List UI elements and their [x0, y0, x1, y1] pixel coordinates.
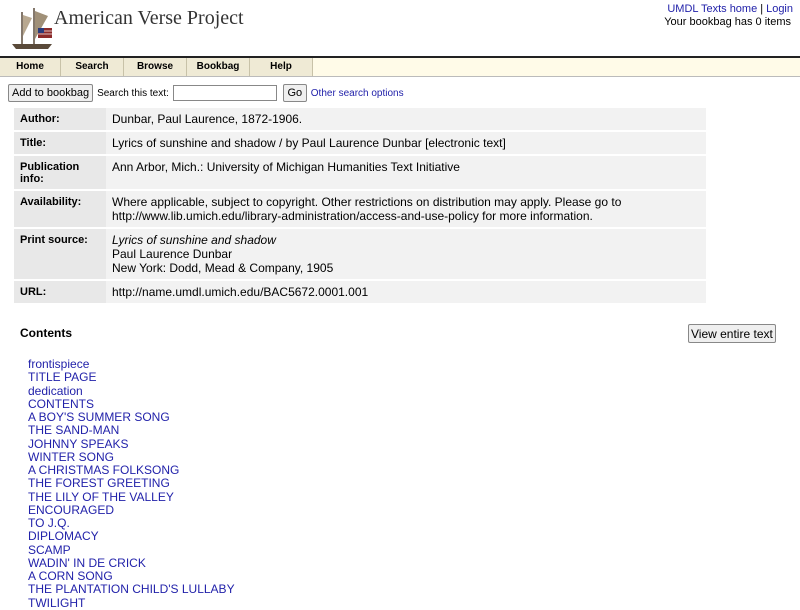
author-label: Author:	[14, 108, 106, 130]
link-separator: |	[760, 3, 764, 15]
list-item	[28, 464, 235, 477]
bookbag-status: Your bookbag has 0 items	[664, 16, 791, 28]
info-row-title	[14, 132, 706, 154]
list-item	[28, 544, 235, 557]
nav-home[interactable]: Home	[0, 58, 61, 76]
info-row-print-source	[14, 229, 706, 279]
publication-label: Publication info:	[14, 156, 106, 189]
site-header	[0, 0, 800, 56]
print-source-value	[106, 229, 706, 279]
list-item	[28, 398, 235, 411]
list-item	[28, 504, 235, 517]
url-value: http://name.umdl.umich.edu/BAC5672.0001.001	[106, 281, 706, 303]
toc-link[interactable]: CONTENTS	[28, 396, 94, 411]
availability-label: Availability:	[14, 191, 106, 227]
title-label: Title:	[14, 132, 106, 154]
toc-link[interactable]: WADIN' IN DE CRICK	[28, 555, 146, 570]
nav-search[interactable]: Search	[61, 58, 124, 76]
list-item	[28, 583, 235, 596]
list-item	[28, 477, 235, 490]
add-to-bookbag-button[interactable]: Add to bookbag	[8, 84, 93, 102]
info-row-url	[14, 281, 706, 303]
publication-value: Ann Arbor, Mich.: University of Michigan Humanities Text Initiative	[106, 156, 706, 189]
toc-link[interactable]: THE LILY OF THE VALLEY	[28, 489, 174, 504]
go-button[interactable]: Go	[283, 84, 307, 102]
print-source-publisher: New York: Dodd, Mead & Company, 1905	[112, 261, 334, 275]
list-item	[28, 438, 235, 451]
list-item	[28, 385, 235, 398]
info-row-availability	[14, 191, 706, 227]
toc-link[interactable]: THE SAND-MAN	[28, 423, 120, 438]
login-link[interactable]: Login	[766, 3, 793, 15]
view-entire-text-button[interactable]: View entire text	[688, 324, 776, 343]
print-source-label: Print source:	[14, 229, 106, 279]
toc-link[interactable]: TITLE PAGE	[28, 370, 97, 385]
list-item	[28, 597, 235, 610]
availability-value	[106, 191, 706, 227]
info-row-publication	[14, 156, 706, 189]
list-item	[28, 358, 235, 371]
availability-line-1: Where applicable, subject to copyright. Other restrictions on distribution may apply. Please go to	[112, 195, 622, 209]
search-bar	[8, 83, 404, 103]
toc-link[interactable]: frontispiece	[28, 357, 90, 371]
toc-link[interactable]: WINTER SONG	[28, 449, 114, 464]
main-nav	[0, 56, 800, 77]
toc-link[interactable]: TO J.Q.	[28, 516, 70, 530]
title-value: Lyrics of sunshine and shadow / by Paul Laurence Dunbar [electronic text]	[106, 132, 706, 154]
list-item	[28, 530, 235, 543]
toc-link[interactable]: ENCOURAGED	[28, 502, 115, 517]
list-item	[28, 517, 235, 530]
bibliographic-info-table	[14, 106, 706, 305]
list-item	[28, 557, 235, 570]
toc-link[interactable]: A CHRISTMAS FOLKSONG	[28, 463, 180, 477]
site-title: American Verse Project	[54, 7, 244, 29]
list-item	[28, 424, 235, 437]
contents-list	[28, 358, 235, 610]
toc-link[interactable]: A BOY'S SUMMER SONG	[28, 410, 170, 424]
print-source-author: Paul Laurence Dunbar	[112, 247, 233, 261]
search-label: Search this text:	[97, 87, 169, 99]
list-item	[28, 491, 235, 504]
list-item	[28, 570, 235, 583]
toc-link[interactable]: JOHNNY SPEAKS	[28, 436, 129, 451]
contents-heading: Contents	[20, 326, 72, 340]
search-input[interactable]	[173, 85, 277, 101]
list-item	[28, 371, 235, 384]
list-item	[28, 411, 235, 424]
nav-bookbag[interactable]: Bookbag	[187, 58, 250, 76]
availability-line-2: http://www.lib.umich.edu/library-administration/access-and-use-policy for more information.	[112, 209, 593, 223]
nav-browse[interactable]: Browse	[124, 58, 187, 76]
other-search-options-link[interactable]: Other search options	[310, 87, 404, 99]
toc-link[interactable]: A CORN SONG	[28, 569, 113, 583]
toc-link[interactable]: dedication	[28, 383, 83, 398]
author-value: Dunbar, Paul Laurence, 1872-1906.	[106, 108, 706, 130]
toc-link[interactable]: DIPLOMACY	[28, 529, 99, 544]
toc-link[interactable]: SCAMP	[28, 542, 71, 557]
list-item	[28, 451, 235, 464]
toc-link[interactable]: THE FOREST GREETING	[28, 476, 170, 491]
nav-help[interactable]: Help	[250, 58, 313, 76]
print-source-title: Lyrics of sunshine and shadow	[112, 233, 276, 247]
url-label: URL:	[14, 281, 106, 303]
umdl-home-link[interactable]: UMDL Texts home	[667, 3, 758, 15]
top-links	[667, 3, 793, 15]
info-row-author	[14, 108, 706, 130]
toc-link[interactable]: TWILIGHT	[28, 595, 86, 610]
toc-link[interactable]: THE PLANTATION CHILD'S LULLABY	[28, 582, 235, 597]
